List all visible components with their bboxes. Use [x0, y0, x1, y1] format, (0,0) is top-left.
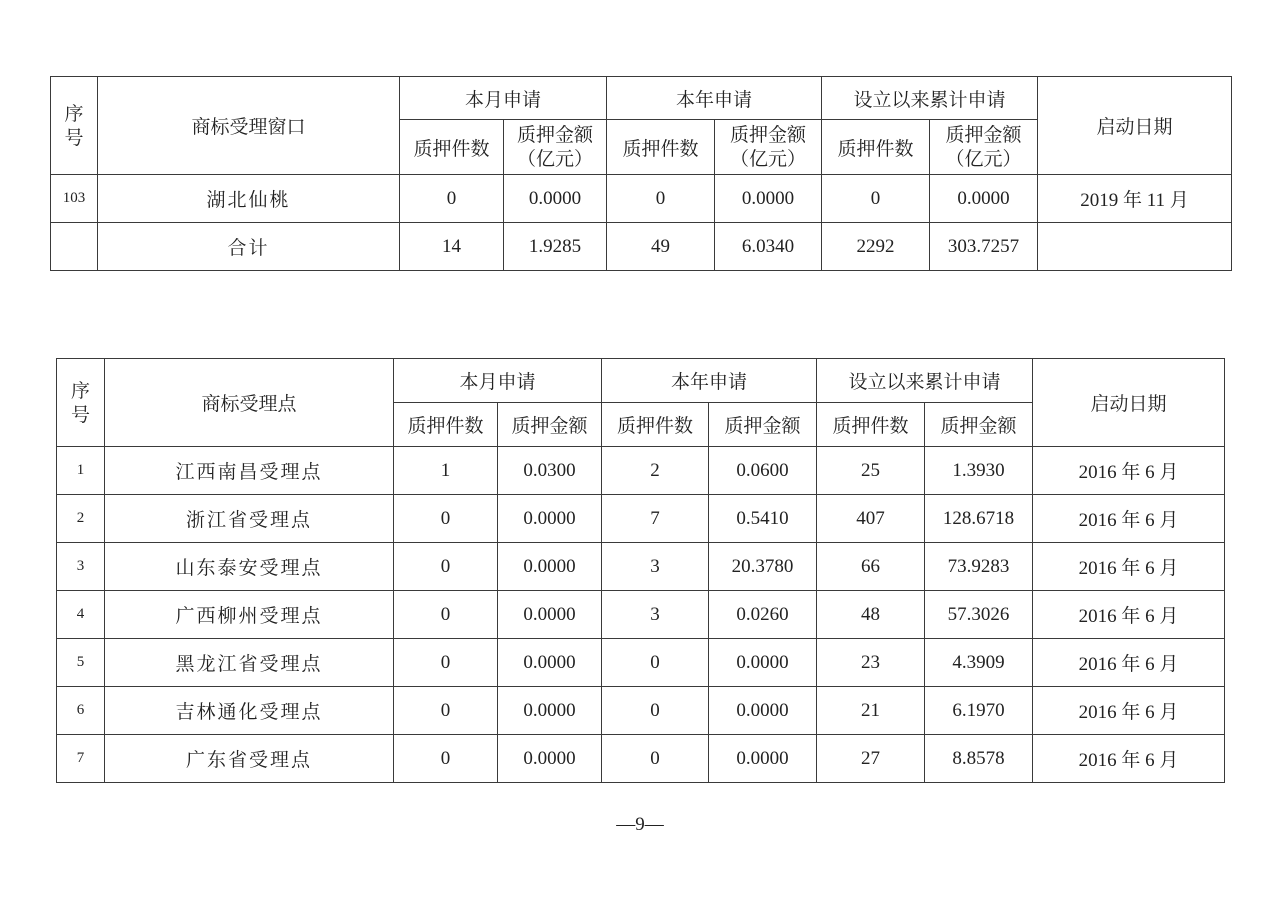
cell-start-date: 2019 年 11 月 — [1038, 175, 1232, 223]
cell-month-amount: 1.9285 — [504, 223, 607, 271]
cell-month-amount: 0.0000 — [498, 591, 602, 639]
header-cumulative-count: 质押件数 — [822, 120, 930, 175]
cell-start-date: 2016 年 6 月 — [1033, 495, 1225, 543]
cell-seq: 103 — [51, 175, 98, 223]
cell-cumulative-amount: 303.7257 — [930, 223, 1038, 271]
trademark-window-pledge-table — [50, 76, 1232, 271]
table-row — [57, 687, 1225, 735]
cell-month-count: 0 — [394, 591, 498, 639]
cell-month-amount: 0.0000 — [498, 735, 602, 783]
cell-cumulative-count: 2292 — [822, 223, 930, 271]
cell-cumulative-count: 25 — [817, 447, 925, 495]
cell-seq: 6 — [57, 687, 105, 735]
cell-cumulative-count: 0 — [822, 175, 930, 223]
cell-cumulative-amount: 6.1970 — [925, 687, 1033, 735]
header-month: 本月申请 — [400, 77, 607, 120]
cell-year-count: 7 — [602, 495, 709, 543]
header-amount-line1: 质押金额 — [517, 124, 594, 146]
cell-cumulative-count: 21 — [817, 687, 925, 735]
cell-month-amount: 0.0300 — [498, 447, 602, 495]
cell-month-count: 0 — [394, 495, 498, 543]
cell-cumulative-count: 23 — [817, 639, 925, 687]
table-row — [57, 735, 1225, 783]
cell-year-amount: 0.0260 — [709, 591, 817, 639]
header-seq — [51, 77, 98, 175]
header-month-count: 质押件数 — [394, 403, 498, 447]
header-point: 商标受理点 — [105, 359, 394, 447]
cell-cumulative-amount: 4.3909 — [925, 639, 1033, 687]
cell-year-count: 3 — [602, 543, 709, 591]
cell-name: 黑龙江省受理点 — [105, 639, 394, 687]
cell-seq: 5 — [57, 639, 105, 687]
cell-start-date: 2016 年 6 月 — [1033, 591, 1225, 639]
table2-body — [57, 447, 1225, 783]
cell-seq — [51, 223, 98, 271]
cell-seq: 7 — [57, 735, 105, 783]
header-year-count: 质押件数 — [607, 120, 715, 175]
header-amount-line2: （亿元） — [945, 148, 1022, 170]
cell-seq: 4 — [57, 591, 105, 639]
header-seq — [57, 359, 105, 447]
header-window: 商标受理窗口 — [98, 77, 400, 175]
cell-cumulative-amount: 1.3930 — [925, 447, 1033, 495]
cell-month-count: 0 — [394, 687, 498, 735]
cell-name: 广西柳州受理点 — [105, 591, 394, 639]
header-cumulative-amount: 质押金额 — [925, 403, 1033, 447]
cell-year-amount: 0.5410 — [709, 495, 817, 543]
cell-month-count: 1 — [394, 447, 498, 495]
header-month-amount: 质押金额 — [498, 403, 602, 447]
header-start-date: 启动日期 — [1033, 359, 1225, 447]
cell-month-count: 0 — [394, 639, 498, 687]
cell-year-count: 2 — [602, 447, 709, 495]
cell-start-date: 2016 年 6 月 — [1033, 447, 1225, 495]
cell-month-count: 0 — [394, 543, 498, 591]
cell-cumulative-amount: 128.6718 — [925, 495, 1033, 543]
cell-name: 浙江省受理点 — [105, 495, 394, 543]
cell-month-count: 0 — [394, 735, 498, 783]
header-year: 本年申请 — [602, 359, 817, 403]
cell-start-date — [1038, 223, 1232, 271]
cell-year-count: 0 — [602, 687, 709, 735]
cell-year-count: 49 — [607, 223, 715, 271]
cell-year-amount: 0.0600 — [709, 447, 817, 495]
cell-seq: 1 — [57, 447, 105, 495]
header-seq-bottom: 号 — [64, 126, 84, 149]
table-row — [57, 495, 1225, 543]
cell-month-count: 0 — [400, 175, 504, 223]
header-month-amount — [504, 120, 607, 175]
header-year-amount — [715, 120, 822, 175]
cell-month-amount: 0.0000 — [498, 495, 602, 543]
header-start-date: 启动日期 — [1038, 77, 1232, 175]
table-row — [51, 175, 1232, 223]
cell-year-amount: 20.3780 — [709, 543, 817, 591]
header-seq-top: 序 — [70, 379, 90, 402]
table-row-total — [51, 223, 1232, 271]
trademark-point-pledge-table — [56, 358, 1225, 783]
table-row — [57, 447, 1225, 495]
cell-cumulative-count: 27 — [817, 735, 925, 783]
table-row — [57, 639, 1225, 687]
cell-name: 合计 — [98, 223, 400, 271]
header-month-count: 质押件数 — [400, 120, 504, 175]
header-amount-line2: （亿元） — [517, 148, 594, 170]
cell-year-count: 3 — [602, 591, 709, 639]
cell-month-amount: 0.0000 — [504, 175, 607, 223]
cell-cumulative-count: 407 — [817, 495, 925, 543]
cell-name: 湖北仙桃 — [98, 175, 400, 223]
table-row — [57, 591, 1225, 639]
cell-name: 江西南昌受理点 — [105, 447, 394, 495]
page-number: —9— — [616, 814, 664, 835]
cell-year-amount: 0.0000 — [709, 687, 817, 735]
header-amount-line2: （亿元） — [730, 148, 807, 170]
header-amount-line1: 质押金额 — [945, 124, 1022, 146]
cell-cumulative-amount: 0.0000 — [930, 175, 1038, 223]
cell-year-count: 0 — [607, 175, 715, 223]
header-month: 本月申请 — [394, 359, 602, 403]
cell-cumulative-amount: 73.9283 — [925, 543, 1033, 591]
cell-cumulative-count: 66 — [817, 543, 925, 591]
cell-month-amount: 0.0000 — [498, 687, 602, 735]
cell-start-date: 2016 年 6 月 — [1033, 687, 1225, 735]
cell-name: 山东泰安受理点 — [105, 543, 394, 591]
header-cumulative: 设立以来累计申请 — [822, 77, 1038, 120]
header-year: 本年申请 — [607, 77, 822, 120]
cell-year-amount: 0.0000 — [709, 735, 817, 783]
cell-month-amount: 0.0000 — [498, 543, 602, 591]
cell-seq: 3 — [57, 543, 105, 591]
cell-seq: 2 — [57, 495, 105, 543]
cell-start-date: 2016 年 6 月 — [1033, 735, 1225, 783]
cell-month-amount: 0.0000 — [498, 639, 602, 687]
cell-year-amount: 6.0340 — [715, 223, 822, 271]
cell-year-amount: 0.0000 — [715, 175, 822, 223]
cell-year-amount: 0.0000 — [709, 639, 817, 687]
cell-cumulative-amount: 8.8578 — [925, 735, 1033, 783]
header-cumulative-amount — [930, 120, 1038, 175]
cell-name: 吉林通化受理点 — [105, 687, 394, 735]
header-amount-line1: 质押金额 — [730, 124, 807, 146]
cell-name: 广东省受理点 — [105, 735, 394, 783]
header-year-amount: 质押金额 — [709, 403, 817, 447]
cell-cumulative-count: 48 — [817, 591, 925, 639]
cell-year-count: 0 — [602, 639, 709, 687]
header-cumulative: 设立以来累计申请 — [817, 359, 1033, 403]
cell-month-count: 14 — [400, 223, 504, 271]
table-row — [57, 543, 1225, 591]
cell-year-count: 0 — [602, 735, 709, 783]
header-year-count: 质押件数 — [602, 403, 709, 447]
header-seq-top: 序 — [64, 102, 84, 125]
header-seq-bottom: 号 — [70, 403, 90, 426]
header-cumulative-count: 质押件数 — [817, 403, 925, 447]
cell-start-date: 2016 年 6 月 — [1033, 543, 1225, 591]
cell-cumulative-amount: 57.3026 — [925, 591, 1033, 639]
cell-start-date: 2016 年 6 月 — [1033, 639, 1225, 687]
